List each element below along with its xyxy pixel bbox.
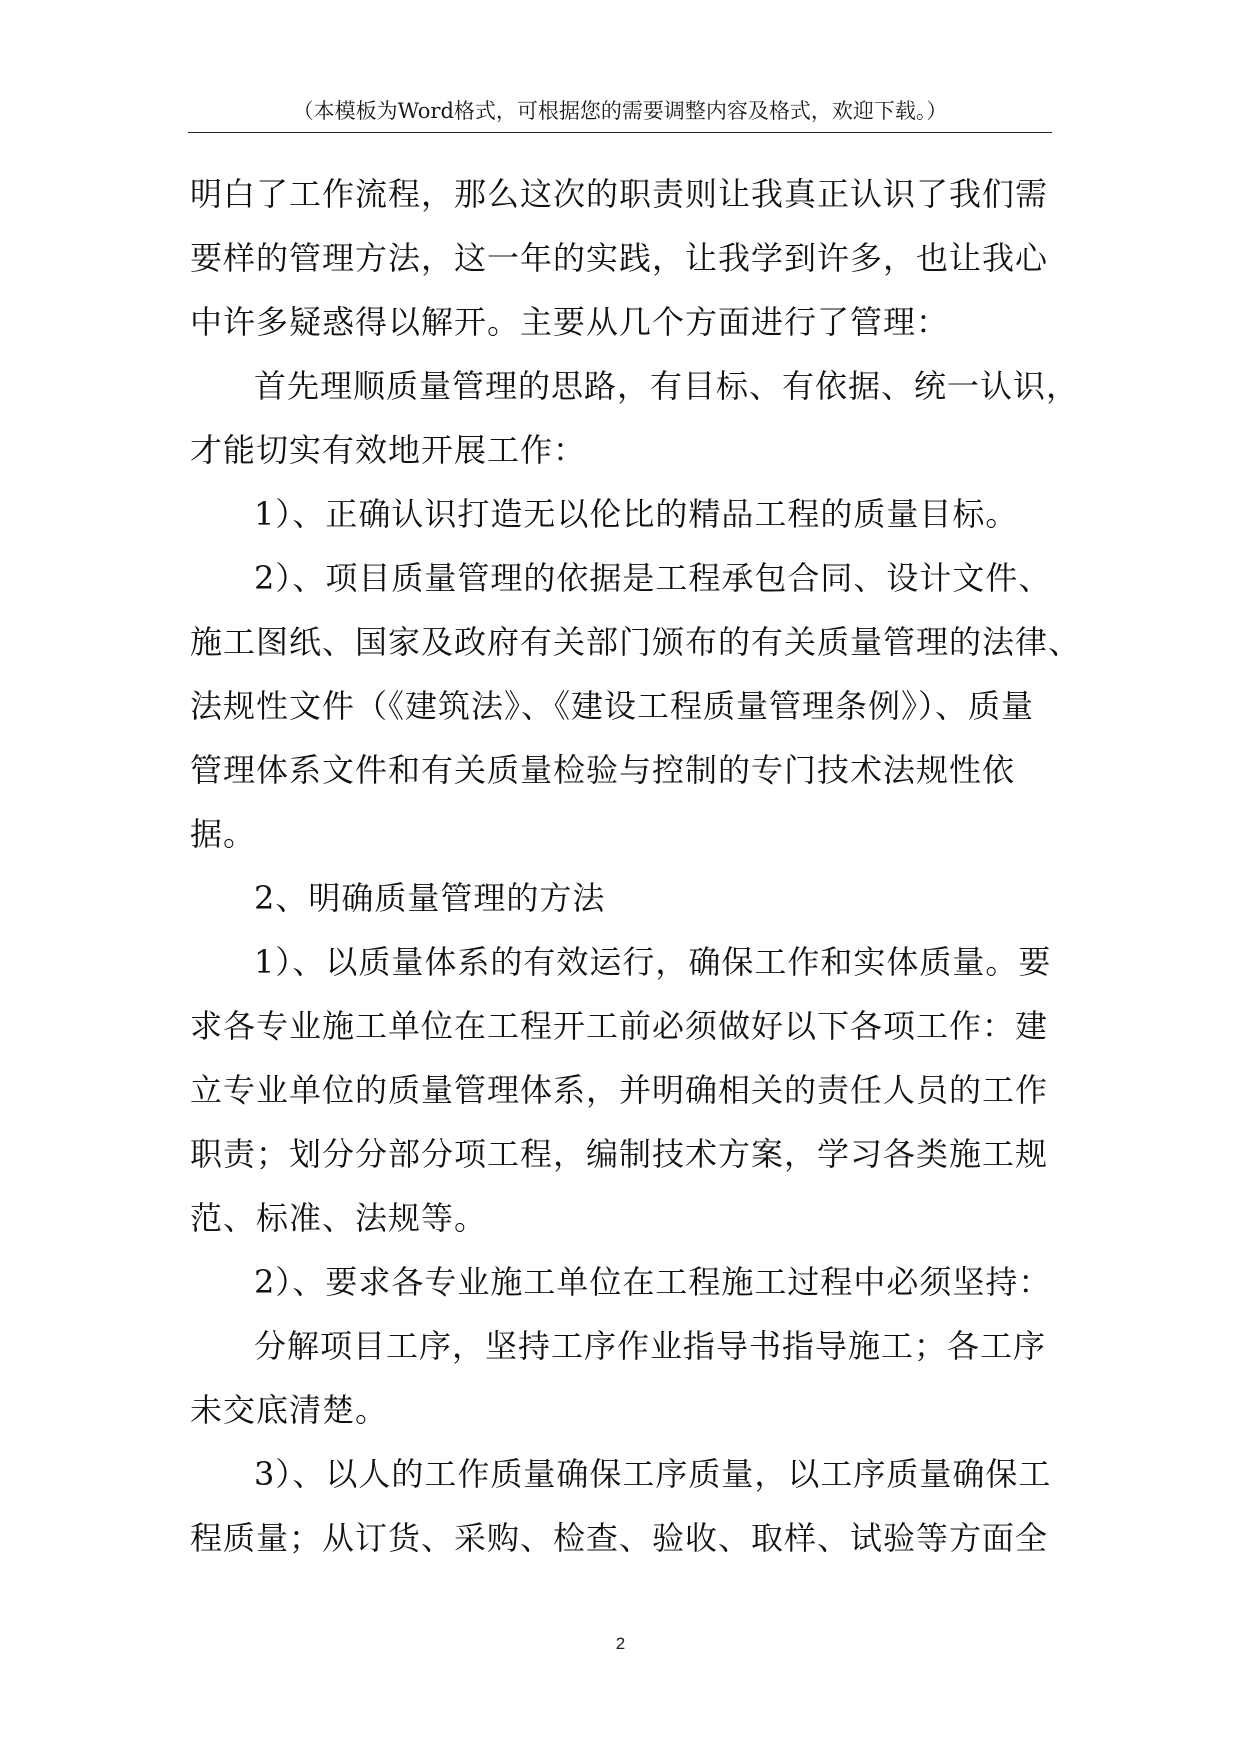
text-line: 管理体系文件和有关质量检验与控制的专门技术法规性依 — [190, 751, 1016, 789]
text-line: 分解项目工序，坚持工序作业指导书指导施工；各工序 — [254, 1327, 1047, 1365]
text-line: 明白了工作流程，那么这次的职责则让我真正认识了我们需 — [190, 175, 1049, 213]
text-line: 范、标准、法规等。 — [190, 1199, 488, 1237]
template-note-header: （本模板为Word格式，可根据您的需要调整内容及格式，欢迎下载。） — [188, 96, 1052, 133]
text-line: 未交底清楚。 — [190, 1391, 389, 1429]
text-line: 2）、项目质量管理的依据是工程承包合同、设计文件、 — [254, 559, 1052, 597]
text-line: 首先理顺质量管理的思路，有目标、有依据、统一认识， — [254, 367, 1080, 405]
text-line: 据。 — [190, 815, 257, 853]
text-line: 法规性文件（《建筑法》、《建设工程质量管理条例》）、质量 — [190, 687, 1035, 725]
text-line: 中许多疑惑得以解开。主要从几个方面进行了管理： — [190, 303, 950, 341]
text-line: 1）、以质量体系的有效运行，确保工作和实体质量。要 — [254, 943, 1052, 981]
page-number: 2 — [615, 1634, 626, 1653]
text-line: 才能切实有效地开展工作： — [190, 431, 587, 469]
text-line: 立专业单位的质量管理体系，并明确相关的责任人员的工作 — [190, 1071, 1049, 1109]
text-line: 3）、以人的工作质量确保工序质量，以工序质量确保工 — [254, 1455, 1052, 1493]
text-line: 施工图纸、国家及政府有关部门颁布的有关质量管理的法律、 — [190, 623, 1082, 661]
text-line: 求各专业施工单位在工程开工前必须做好以下各项工作：建 — [190, 1007, 1049, 1045]
document-body — [190, 162, 1082, 1570]
text-line: 程质量；从订货、采购、检查、验收、取样、试验等方面全 — [190, 1519, 1049, 1557]
text-line: 2）、要求各专业施工单位在工程施工过程中必须坚持： — [254, 1263, 1052, 1301]
text-line: 要样的管理方法，这一年的实践，让我学到许多，也让我心 — [190, 239, 1049, 277]
text-line: 1）、正确认识打造无以伦比的精品工程的质量目标。 — [254, 495, 1019, 533]
text-line: 职责；划分分部分项工程，编制技术方案，学习各类施工规 — [190, 1135, 1049, 1173]
text-line: 2、明确质量管理的方法 — [254, 879, 606, 917]
